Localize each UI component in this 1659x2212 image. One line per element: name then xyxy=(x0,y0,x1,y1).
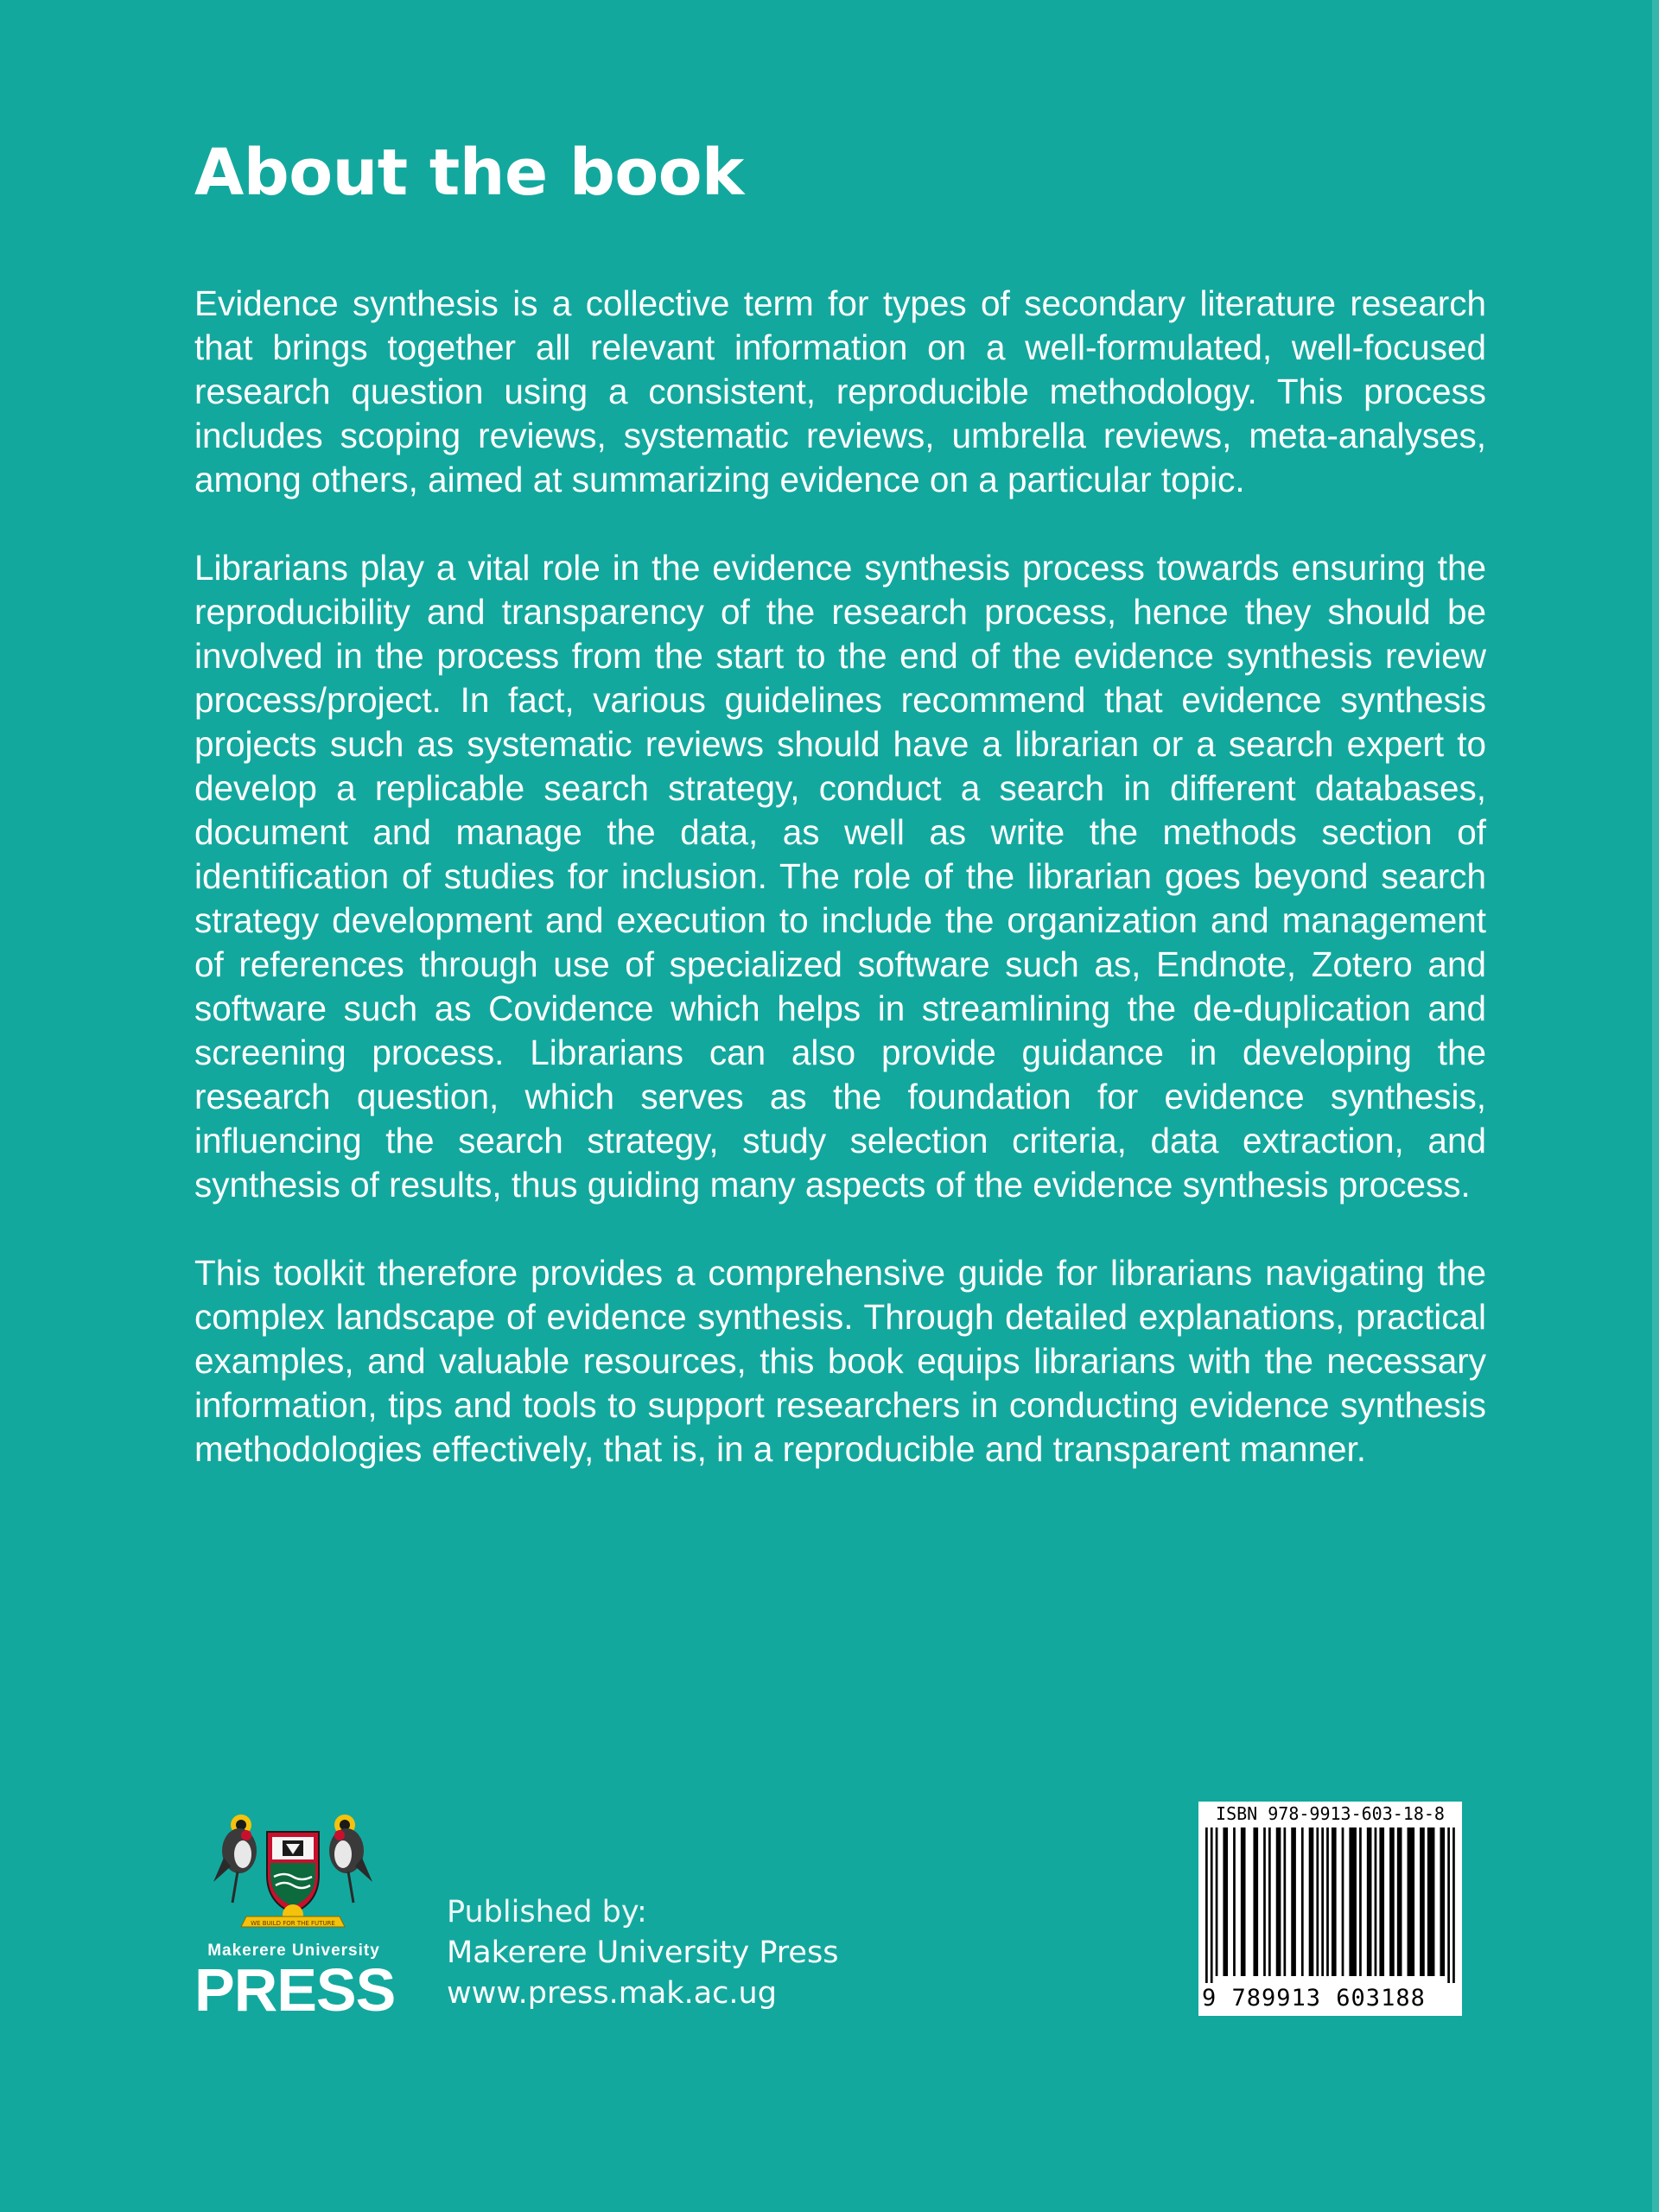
barcode-bar xyxy=(1440,1827,1445,1976)
barcode-bar xyxy=(1349,1827,1357,1976)
barcode-bar xyxy=(1276,1827,1281,1976)
page-title: About the book xyxy=(194,136,744,210)
barcode-bar xyxy=(1326,1827,1329,1976)
barcode-bar xyxy=(1211,1827,1213,1983)
description-paragraph-3: This toolkit therefore provides a comprehensive guide for librarians navigating the complex landscape of evidence synthesis. Through detailed explanations, practical examples, and valuable resources, this book equips librarians with the necessary information, tips and tools to support researchers in conducting evidence synthesis methodologies effectively, that is, in a reproducible and transparent manner. xyxy=(194,1253,1486,1469)
svg-text:WE BUILD FOR THE FUTURE: WE BUILD FOR THE FUTURE xyxy=(251,1920,335,1927)
barcode-bar xyxy=(1342,1827,1344,1976)
barcode-bar xyxy=(1309,1827,1314,1976)
barcode-bar xyxy=(1397,1827,1402,1976)
left-crane-icon xyxy=(213,1815,257,1903)
barcode-bar xyxy=(1253,1827,1258,1976)
right-crane-icon xyxy=(329,1815,372,1903)
barcode-bar xyxy=(1263,1827,1266,1976)
barcode-bar xyxy=(1359,1827,1362,1976)
publisher-info xyxy=(447,1892,838,2014)
barcode-bar xyxy=(1223,1827,1228,1976)
barcode-bar xyxy=(1375,1827,1377,1976)
barcode-bar xyxy=(1241,1827,1246,1976)
barcode-bar xyxy=(1268,1827,1271,1976)
isbn-digits: 9 789913 603188 xyxy=(1202,1985,1426,2012)
logo-press-text: PRESS xyxy=(194,1956,396,2024)
barcode-bar xyxy=(1233,1827,1236,1976)
barcode-bar xyxy=(1216,1827,1218,1976)
barcode-bar xyxy=(1427,1827,1435,1976)
description-paragraph-1: Evidence synthesis is a collective term for types of secondary literature research that brings together all relevant information on a well-formulated, well-focused research question using a consistent, reproducible methodology. This process includes scoping reviews, systematic reviews, umbrella reviews, meta-analyses, among others, aimed at summarizing evidence on a particular topic. xyxy=(194,283,1486,499)
barcode-bar xyxy=(1301,1827,1304,1976)
page-edge xyxy=(1652,0,1659,2212)
description-paragraph-2: Librarians play a vital role in the evidence synthesis process towards ensuring the reproducibility and transparency of the research process, hence they should be involved in the process from the start to the end of the evidence synthesis review process/project. In fact, various guidelines recommend that evidence synthesis projects such as systematic reviews should have a librarian or a search expert to develop a replicable search strategy, conduct a search in different databases, document and manage the data, as well as write the methods section of identification of studies for inclusion. The role of the librarian goes beyond search strategy development and execution to include the organization and management of references through use of specialized software such as, Endnote, Zotero and software such as Covidence which helps in streamlining the de-duplication and screening process. Librarians can also provide guidance in developing the research question, which serves as the foundation for evidence synthesis, influencing the search strategy, study selection criteria, data extraction, and synthesis of results, thus guiding many aspects of the evidence synthesis process. xyxy=(194,548,1486,1205)
barcode-bar xyxy=(1452,1827,1455,1983)
barcode-bar xyxy=(1408,1827,1415,1976)
barcode-icon xyxy=(1205,1827,1455,1983)
barcode-bar xyxy=(1367,1827,1372,1976)
publisher-name: Makerere University Press xyxy=(447,1936,839,1970)
published-by-label: Published by: xyxy=(447,1895,647,1929)
book-description xyxy=(194,282,1486,1516)
makerere-crest-icon xyxy=(207,1806,379,1936)
logo-university-text: Makerere University xyxy=(207,1942,380,1960)
barcode-bar xyxy=(1321,1827,1324,1976)
barcode-bar xyxy=(1447,1827,1450,1983)
barcode-bar xyxy=(1389,1827,1395,1976)
isbn-barcode xyxy=(1198,1802,1462,2016)
publisher-logo xyxy=(194,1806,396,2024)
barcode-bar xyxy=(1379,1827,1384,1976)
barcode-bar xyxy=(1291,1827,1296,1976)
barcode-bar xyxy=(1205,1827,1208,1983)
publisher-block xyxy=(194,1806,886,2022)
barcode-bar xyxy=(1316,1827,1319,1976)
barcode-bar xyxy=(1332,1827,1337,1976)
isbn-label: ISBN 978-9913-603-18-8 xyxy=(1216,1803,1445,1824)
publisher-website: www.press.mak.ac.ug xyxy=(447,1976,777,2011)
barcode-bar xyxy=(1283,1827,1286,1976)
barcode-bar xyxy=(1420,1827,1425,1976)
